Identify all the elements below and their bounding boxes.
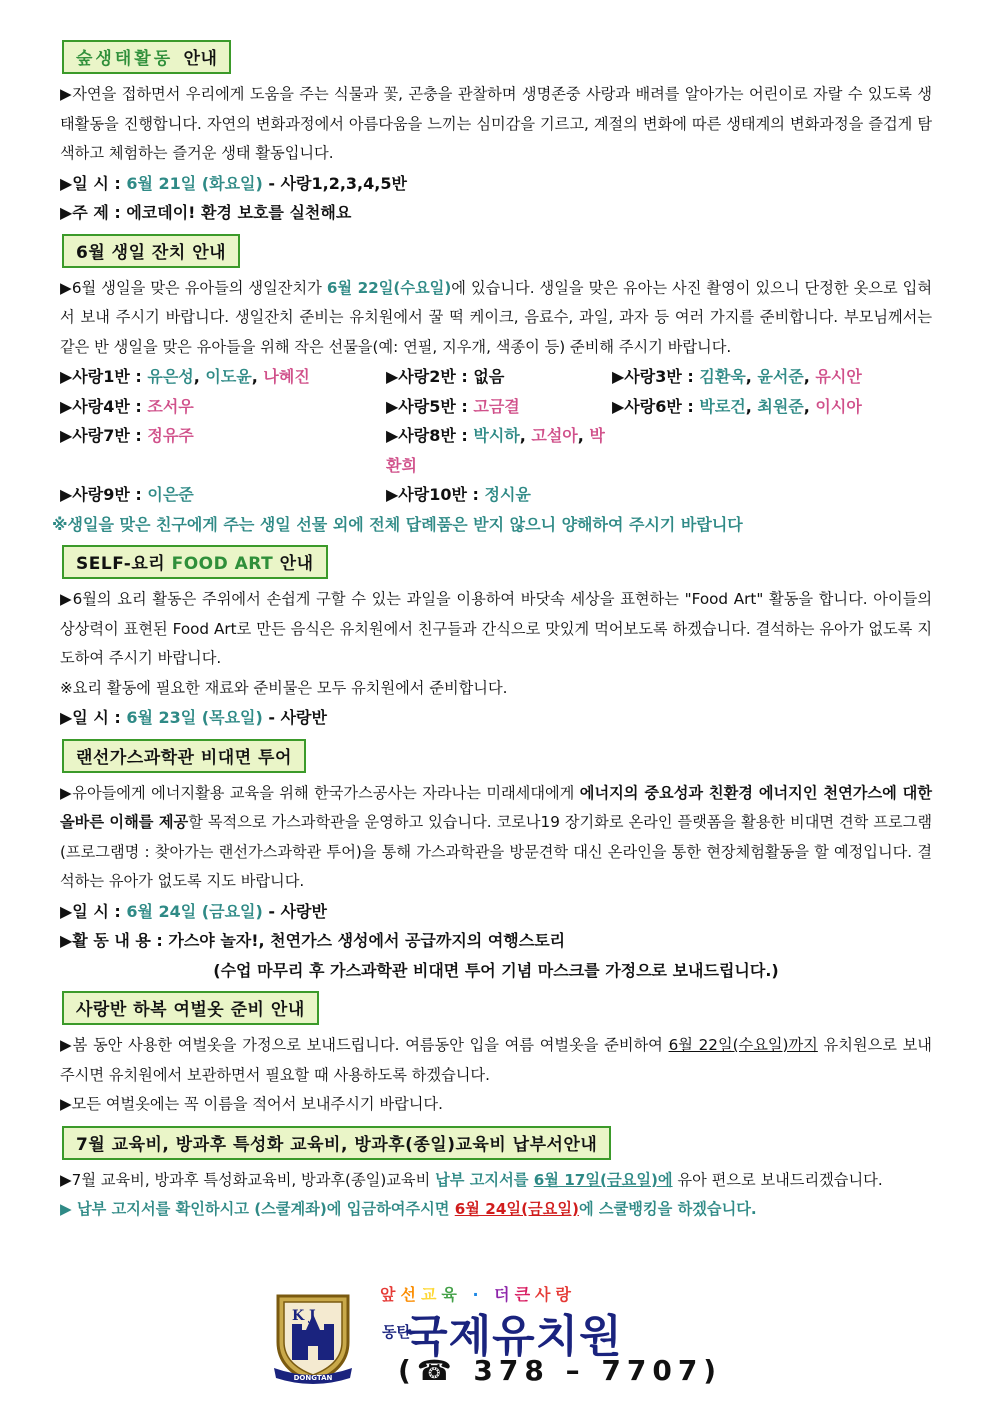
slogan-char: 큰 — [514, 1285, 536, 1304]
slogan-char: 사 — [535, 1285, 556, 1304]
fee-body: ▶7월 교육비, 방과후 특성화교육비, 방과후(종일)교육비 납부 고지서를 6월 17일(금요일)에 유아 편으로 보내드리겠습니다. — [60, 1170, 883, 1189]
summer-body-2: ▶모든 여벌옷에는 꼭 이름을 적어서 보내주시기 바랍니다. — [60, 1095, 443, 1113]
birthday-class-cell — [612, 362, 932, 392]
child-name: , — [251, 367, 264, 386]
slogan-char: 랑 — [555, 1285, 576, 1304]
child-name: 나혜진 — [263, 367, 310, 386]
forest-section — [60, 40, 932, 228]
birthday-class-cell — [612, 392, 932, 422]
child-name: 없음 — [473, 367, 505, 386]
class-label: ▶사랑6반 : — [612, 396, 700, 416]
fee-body-2: ▶ 납부 고지서를 확인하시고 (스쿨계좌)에 입금하여주시면 6월 24일(금요일)에 스쿨뱅킹을 하겠습니다. — [60, 1200, 757, 1218]
forest-date: ▶일 시 : 6월 21일 (화요일) - 사랑1,2,3,4,5반 — [60, 173, 407, 193]
birthday-note: ※생일을 맞은 친구에게 주는 생일 선물 외에 전체 답례품은 받지 않으니 양해하여 주시기 바랍니다 — [52, 514, 743, 534]
birthday-class-cell — [386, 480, 612, 510]
birthday-class-list — [60, 362, 932, 510]
birthday-section — [52, 234, 932, 540]
logo-text: DONGTAN — [293, 1374, 333, 1382]
gas-date: ▶일 시 : 6월 24일 (금요일) - 사랑반 — [60, 901, 327, 921]
forest-topic: ▶주 제 : 에코데이! 환경 보호를 실천해요 — [60, 203, 352, 222]
gas-section — [60, 739, 932, 986]
birthday-title: 6월 생일 잔치 안내 — [62, 234, 240, 268]
child-name: 박환희 — [386, 426, 605, 475]
food-section — [60, 545, 932, 733]
child-name: , — [577, 426, 590, 445]
gas-content: ▶활 동 내 용 : 가스야 놀자!, 천연가스 생성에서 공급까지의 여행스토리 — [60, 931, 566, 950]
birthday-body: ▶6월 생일을 맞은 유아들의 생일잔치가 6월 22일(수요일)에 있습니다. 생일을 맞은 유아는 사진 촬영이 있으니 단정한 옷으로 입혀서 보내 주시기 바랍니다. 생일잔치 준비는 유치원에서 꿀 떡 케이크, 음료수, 과일, 과자 등 여러 가지를 준비합니다. 부모님께서는 같은 반 생일을 맞은 유아들을 위해 작은 선물을(예: 연필, 지우개, 색종이 등) 준비해 주시기 바랍니다. — [60, 278, 932, 356]
child-name: 정유주 — [147, 426, 194, 445]
child-name: , — [745, 367, 758, 386]
slogan-char: 더 — [494, 1285, 515, 1304]
birthday-class-cell — [60, 421, 386, 480]
child-name: , — [519, 426, 532, 445]
child-name: 박로건 — [699, 396, 746, 416]
child-name: 정시윤 — [484, 485, 531, 504]
class-label: ▶사랑8반 : — [386, 426, 474, 445]
food-title: SELF-요리 FOOD ART 안내 — [62, 545, 328, 579]
child-name: 이은준 — [147, 485, 194, 504]
child-name: , — [803, 367, 816, 386]
slogan-char: 앞 — [380, 1285, 401, 1304]
birthday-class-cell — [60, 392, 386, 422]
child-name: 고금결 — [473, 396, 520, 416]
class-label: ▶사랑1반 : — [60, 367, 148, 386]
child-name: 이도윤 — [205, 367, 252, 386]
slogan-char: 육 — [441, 1285, 462, 1304]
child-name: 유은성 — [147, 367, 194, 386]
newsletter-page — [52, 40, 933, 1231]
child-name: 최원준 — [757, 396, 804, 416]
class-label: ▶사랑7반 : — [60, 426, 148, 445]
birthday-class-cell — [386, 362, 612, 392]
forest-title: 숲생태활동 안내 — [62, 40, 231, 74]
child-name: , — [745, 396, 758, 416]
food-date: ▶일 시 : 6월 23일 (목요일) - 사랑반 — [60, 708, 327, 727]
kindergarten-footer — [270, 1282, 730, 1392]
class-label: ▶사랑5반 : — [386, 396, 474, 416]
child-name: 조서우 — [147, 396, 194, 416]
birthday-class-cell — [612, 421, 932, 480]
kindergarten-logo — [270, 1290, 356, 1386]
class-label: ▶사랑3반 : — [612, 367, 700, 386]
class-label: ▶사랑2반 : — [386, 367, 474, 386]
child-name: 유시안 — [815, 367, 862, 386]
gas-title: 랜선가스과학관 비대면 투어 — [62, 739, 306, 773]
gas-content-note: (수업 마무리 후 가스과학관 비대면 투어 기념 마스크를 가정으로 보내드립니다.) — [213, 960, 779, 980]
birthday-class-cell — [386, 421, 612, 480]
child-name: 김환욱 — [699, 367, 746, 386]
child-name: 고설아 — [531, 426, 578, 445]
class-label: ▶사랑4반 : — [60, 396, 148, 416]
forest-body: ▶자연을 접하면서 우리에게 도움을 주는 식물과 꽃, 곤충을 관찰하며 생명존중 사랑과 배려를 알아가는 어린이로 자랄 수 있도록 생태활동을 진행합니다. 자연의 변화과정에서 아름다움을 느끼는 심미감을 기르고, 계절의 변화에 따른 생태계의 변화과정을 즐겁게 탐색하고 체험하는 즐거운 생태 활동입니다. — [60, 85, 932, 162]
summer-section — [60, 991, 932, 1120]
food-body: ▶6월의 요리 활동은 주위에서 손쉽게 구할 수 있는 과일을 이용하여 바닷속 세상을 표현하는 "Food Art" 활동을 합니다. 아이들의 상상력이 표현된 Food Art로 만든 음식은 유치원에서 친구들과 간식으로 맛있게 먹어보도록 하겠습니다. 결석하는 유아가 없도록 지도하여 주시기 바랍니다. — [60, 590, 932, 667]
slogan-char: 선 — [400, 1285, 421, 1304]
class-label: ▶사랑10반 : — [386, 485, 485, 504]
summer-body: ▶봄 동안 사용한 여벌옷을 가정으로 보내드립니다. 여름동안 입을 여름 여벌옷을 준비하여 6월 22일(수요일)까지 유치원으로 보내주시면 유치원에서 보관하면서 필요할 때 사용하도록 하겠습니다. — [60, 1036, 932, 1084]
birthday-class-cell — [386, 392, 612, 422]
birthday-class-cell — [60, 480, 386, 510]
child-name: 이시아 — [815, 396, 862, 416]
fee-section — [60, 1126, 932, 1225]
class-label: ▶사랑9반 : — [60, 485, 148, 504]
birthday-class-cell — [612, 480, 932, 510]
child-name: 박시하 — [473, 426, 520, 445]
kindergarten-name-big: 국제유치원 — [405, 1311, 623, 1362]
child-name: , — [193, 367, 206, 386]
child-name: , — [803, 396, 816, 416]
phone-number: (☎ 378 – 7707) — [398, 1354, 723, 1387]
summer-title: 사랑반 하복 여벌옷 준비 안내 — [62, 991, 319, 1025]
slogan-char: 교 — [420, 1285, 442, 1304]
slogan-char: · — [472, 1285, 484, 1304]
gas-body: ▶유아들에게 에너지활용 교육을 위해 한국가스공사는 자라나는 미래세대에게 에너지의 중요성과 친환경 에너지인 천연가스에 대한 올바른 이해를 제공할 목적으로 가스과학관을 운영하고 있습니다. 코로나19 장기화로 온라인 플랫폼을 활용한 비대면 견학 프로그램(프로그램명 : 찾아가는 랜선가스과학관 투어)을 통해 가스과학관을 방문견학 대신 온라인을 통한 현장체험활동을 할 예정입니다. 결석하는 유아가 없도록 지도 바랍니다. — [60, 783, 933, 890]
logo-letters: K J — [292, 1308, 316, 1324]
food-note: ※요리 활동에 필요한 재료와 준비물은 모두 유치원에서 준비합니다. — [60, 678, 508, 697]
fee-title: 7월 교육비, 방과후 특성화 교육비, 방과후(종일)교육비 납부서안내 — [62, 1126, 611, 1160]
kindergarten-name-small: 동탄 — [382, 1322, 411, 1341]
birthday-class-cell — [60, 362, 386, 392]
child-name: 윤서준 — [757, 367, 804, 386]
